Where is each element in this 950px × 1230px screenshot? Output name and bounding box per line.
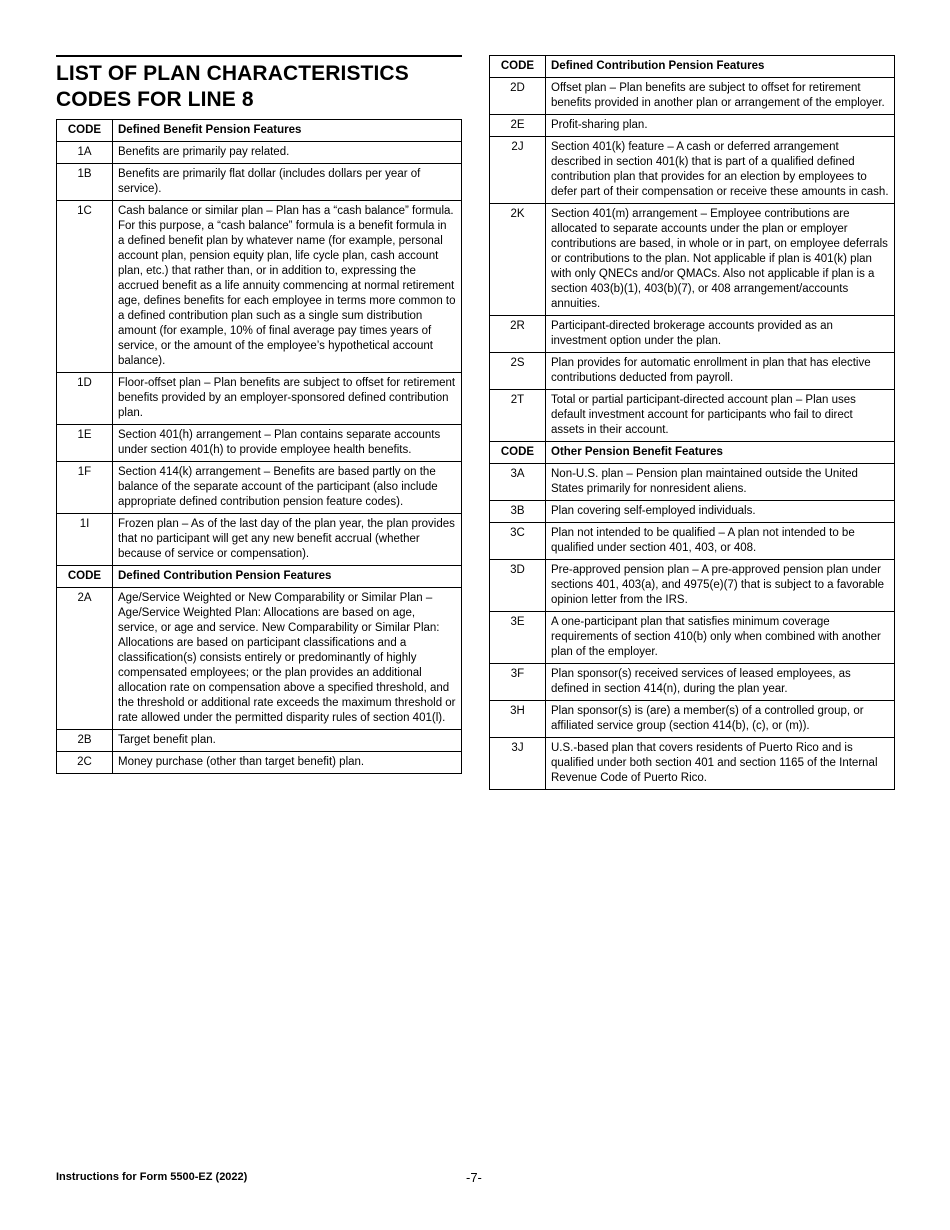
table-row (490, 115, 895, 137)
table-row (490, 664, 895, 701)
feature-description: Non-U.S. plan – Pension plan maintained outside the United States primarily for nonresident aliens. (546, 464, 895, 501)
table-row (57, 752, 462, 774)
table-row (490, 204, 895, 316)
feature-code: 2D (490, 78, 546, 115)
page-title-line: CODES FOR LINE 8 (56, 88, 254, 111)
feature-description: A one-participant plan that satisfies minimum coverage requirements of section 410(b) only when combined with another plan of the employer. (546, 612, 895, 664)
feature-code: 3B (490, 501, 546, 523)
section-heading: Defined Contribution Pension Features (546, 56, 895, 78)
feature-code: 3H (490, 701, 546, 738)
table-row (57, 201, 462, 373)
table-row (490, 523, 895, 560)
section-header-row (57, 120, 462, 142)
table-row (57, 164, 462, 201)
feature-description: Participant-directed brokerage accounts provided as an investment option under the plan. (546, 316, 895, 353)
feature-code: 1B (57, 164, 113, 201)
feature-code: 3F (490, 664, 546, 701)
table-row (490, 316, 895, 353)
feature-description: Cash balance or similar plan – Plan has a “cash balance” formula. For this purpose, a “cash balance” formula is a benefit formula in a defined benefit plan by whatever name (for example, personal account plan, pension equity plan, life cycle plan, cash account plan, etc.) that rather than, or in addition to, expressing the accrued benefit as a life annuity commencing at normal retirement age, defines benefits for each employee in terms more common to a defined contribution plan such as a single sum distribution amount (for example, 10% of final average pay times years of service, or the amount of the employee’s hypothetical account balance). (113, 201, 462, 373)
feature-description: Section 414(k) arrangement – Benefits are based partly on the balance of the separate account of the participant (also include appropriate defined contribution pension feature codes). (113, 462, 462, 514)
feature-description: Plan not intended to be qualified – A plan not intended to be qualified under section 401, 403, or 408. (546, 523, 895, 560)
footer-form-label: Instructions for Form 5500-EZ (2022) (56, 1171, 248, 1183)
table-row (490, 738, 895, 790)
feature-description: Profit-sharing plan. (546, 115, 895, 137)
table-row (490, 560, 895, 612)
table-row (57, 373, 462, 425)
feature-code: 2K (490, 204, 546, 316)
table-row (490, 353, 895, 390)
code-column-header: CODE (490, 56, 546, 78)
table-row (57, 730, 462, 752)
page-title (56, 55, 462, 113)
feature-code: 2A (57, 588, 113, 730)
feature-code: 3C (490, 523, 546, 560)
section-header-row (490, 442, 895, 464)
table-row (57, 425, 462, 462)
feature-code: 1I (57, 514, 113, 566)
codes-table-left (56, 119, 462, 774)
section-header-row (490, 56, 895, 78)
codes-table-right (489, 55, 895, 790)
feature-description: Offset plan – Plan benefits are subject to offset for retirement benefits provided in another plan or arrangement of the employer. (546, 78, 895, 115)
feature-description: Benefits are primarily pay related. (113, 142, 462, 164)
feature-code: 2S (490, 353, 546, 390)
section-heading: Defined Contribution Pension Features (113, 566, 462, 588)
table-row (490, 137, 895, 204)
feature-description: Section 401(k) feature – A cash or deferred arrangement described in section 401(k) that is part of a qualified defined contribution plan that provides for an election by employees to defer part of their compensation or receive these amounts in cash. (546, 137, 895, 204)
feature-code: 2J (490, 137, 546, 204)
page-title-line: LIST OF PLAN CHARACTERISTICS (56, 62, 409, 85)
code-column-header: CODE (57, 566, 113, 588)
table-row (57, 514, 462, 566)
feature-code: 3J (490, 738, 546, 790)
table-row (490, 501, 895, 523)
feature-code: 2E (490, 115, 546, 137)
feature-code: 1A (57, 142, 113, 164)
feature-code: 2T (490, 390, 546, 442)
feature-code: 1D (57, 373, 113, 425)
feature-description: Age/Service Weighted or New Comparability or Similar Plan – Age/Service Weighted Plan: Allocations are based on age, service, or age and service. New Comparability or Similar Plan: Allocations are based on participant classifications and a classification(s) consists entirely or predominantly of highly compensated employees; or the plan provides an additional allocation rate on compensation above a specified threshold, and the threshold or additional rate exceeds the maximum threshold or rate allowed under the permitted disparity rules of section 401(l). (113, 588, 462, 730)
feature-description: Frozen plan – As of the last day of the plan year, the plan provides that no participant will get any new benefit accrual (whether because of service or compensation). (113, 514, 462, 566)
section-heading: Other Pension Benefit Features (546, 442, 895, 464)
table-row (490, 612, 895, 664)
feature-code: 3E (490, 612, 546, 664)
feature-description: Plan provides for automatic enrollment in plan that has elective contributions deducted from payroll. (546, 353, 895, 390)
feature-description: Section 401(m) arrangement – Employee contributions are allocated to separate accounts under the plan or employer contributions are based, in whole or in part, on employee deferrals or contributions to the plan. Not applicable if plan is 401(k) plan with only QNECs and/or QMACs. Also not applicable if plan is a section 403(b)(1), 403(b)(7), or 408 arrangement/accounts annuities. (546, 204, 895, 316)
feature-description: Plan sponsor(s) received services of leased employees, as defined in section 414(n), during the plan year. (546, 664, 895, 701)
section-heading: Defined Benefit Pension Features (113, 120, 462, 142)
code-column-header: CODE (490, 442, 546, 464)
feature-description: Money purchase (other than target benefit) plan. (113, 752, 462, 774)
right-column (489, 55, 895, 790)
feature-code: 2C (57, 752, 113, 774)
feature-code: 3D (490, 560, 546, 612)
table-row (57, 588, 462, 730)
feature-description: Pre-approved pension plan – A pre-approved pension plan under sections 401, 403(a), and 4975(e)(7) that is subject to a favorable opinion letter from the IRS. (546, 560, 895, 612)
feature-description: Plan sponsor(s) is (are) a member(s) of a controlled group, or affiliated service group (section 414(b), (c), or (m)). (546, 701, 895, 738)
table-row (490, 464, 895, 501)
feature-description: Target benefit plan. (113, 730, 462, 752)
feature-description: Total or partial participant-directed account plan – Plan uses default investment account for participants who fail to direct assets in their account. (546, 390, 895, 442)
table-row (490, 390, 895, 442)
feature-code: 1C (57, 201, 113, 373)
feature-code: 2B (57, 730, 113, 752)
table-row (57, 142, 462, 164)
feature-code: 2R (490, 316, 546, 353)
left-column (56, 55, 462, 774)
feature-code: 1F (57, 462, 113, 514)
feature-code: 3A (490, 464, 546, 501)
footer-page-number: -7- (466, 1170, 482, 1185)
section-header-row (57, 566, 462, 588)
feature-code: 1E (57, 425, 113, 462)
feature-description: Floor-offset plan – Plan benefits are subject to offset for retirement benefits provided by an employer-sponsored defined contribution plan. (113, 373, 462, 425)
table-row (490, 78, 895, 115)
feature-description: Benefits are primarily flat dollar (includes dollars per year of service). (113, 164, 462, 201)
table-row (57, 462, 462, 514)
code-column-header: CODE (57, 120, 113, 142)
feature-description: U.S.-based plan that covers residents of Puerto Rico and is qualified under both section 401 and section 1165 of the Internal Revenue Code of Puerto Rico. (546, 738, 895, 790)
feature-description: Section 401(h) arrangement – Plan contains separate accounts under section 401(h) to provide employee health benefits. (113, 425, 462, 462)
table-row (490, 701, 895, 738)
feature-description: Plan covering self-employed individuals. (546, 501, 895, 523)
